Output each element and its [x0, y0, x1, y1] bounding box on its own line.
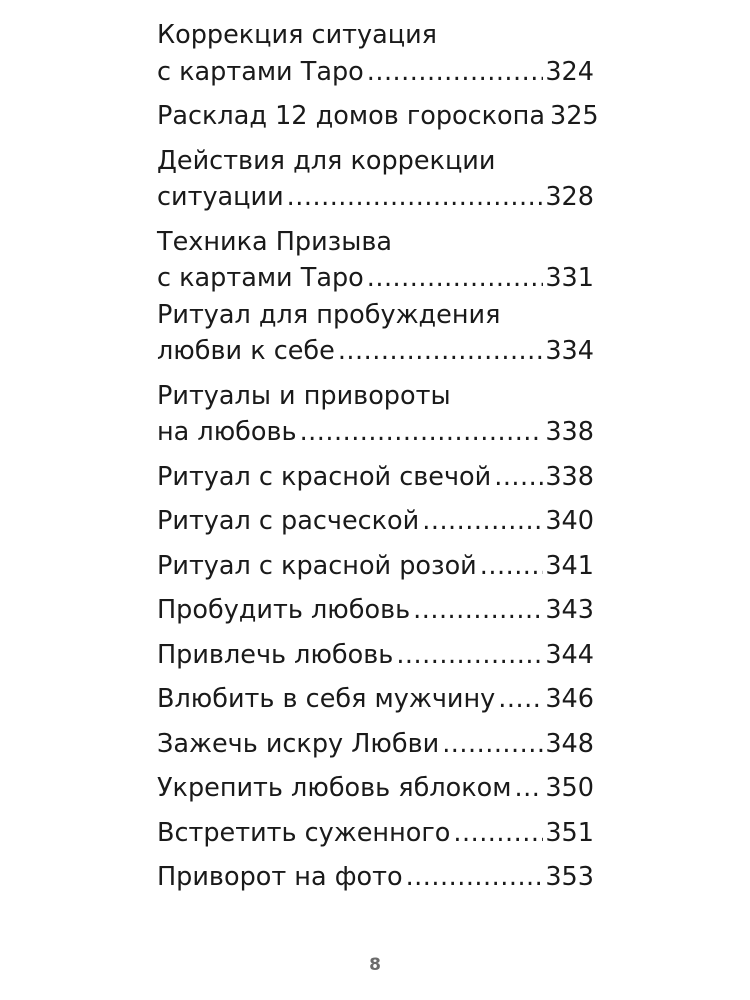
toc-page-number: 338: [545, 461, 594, 492]
dot-leader: [367, 54, 544, 91]
toc-page-number: 344: [545, 639, 594, 670]
dot-leader: [453, 815, 543, 852]
toc-page-number: 346: [545, 684, 594, 714]
toc-entry-title-line: Ритуал с расческой: [157, 506, 420, 536]
toc-entry-last-line: [157, 681, 594, 718]
page-number: 8: [369, 955, 381, 975]
toc-entry-title-line: Ритуалы и привороты: [157, 380, 451, 411]
dot-leader: [287, 179, 544, 216]
toc-entry-title-line: Коррекция ситуация: [157, 20, 437, 50]
toc-entry-last-line: [157, 179, 594, 216]
dot-leader: [300, 414, 544, 451]
toc-entry: [157, 378, 594, 451]
toc-page-number: 353: [545, 862, 594, 892]
dot-leader: [515, 770, 544, 807]
toc-entry-title-line: с картами Таро: [157, 56, 364, 87]
dot-leader: [396, 637, 543, 674]
toc-entry-last-line: [157, 815, 594, 852]
toc-entry: [157, 637, 594, 674]
toc-entry-title-line: Ритуал с красной розой: [157, 550, 477, 581]
toc-entry-title-line: любви к себе: [157, 336, 335, 366]
toc-entry: [157, 859, 594, 896]
toc-entry: [157, 297, 594, 370]
dot-leader: [498, 681, 543, 718]
toc-page-number: 338: [545, 417, 594, 447]
toc-entry-last-line: [157, 333, 594, 370]
toc-entry-last-line: [157, 548, 594, 585]
toc-entry-last-line: [157, 54, 594, 91]
dot-leader: [413, 592, 543, 629]
toc-entry: [157, 459, 594, 496]
dot-leader: [406, 859, 544, 896]
toc-entry-title-line: ситуации: [157, 182, 284, 212]
toc-entry-last-line: [157, 414, 594, 451]
toc-entry-last-line: [157, 260, 594, 297]
toc-entry-title-line: Встретить суженного: [157, 817, 451, 848]
toc-entry-title-line: Ритуал для пробуждения: [157, 299, 501, 330]
toc-page-number: 350: [545, 773, 594, 803]
toc-entry-title-line: Влюбить в себя мужчину: [157, 684, 496, 714]
toc-entry-last-line: [157, 637, 594, 674]
dot-leader: [494, 459, 543, 496]
toc-entry: [157, 592, 594, 629]
toc-page-number: 325: [549, 101, 599, 131]
toc-page-number: 343: [545, 595, 594, 625]
dot-leader: [338, 333, 544, 370]
toc-entry: [157, 143, 594, 216]
toc-entry-last-line: [157, 503, 594, 540]
dot-leader: [367, 260, 544, 297]
toc-entry: [157, 815, 594, 852]
toc-entry-last-line: [157, 770, 594, 807]
toc-entry: [157, 503, 594, 540]
toc-page-number: 331: [545, 263, 594, 293]
dot-leader: [442, 726, 543, 763]
toc-page-number: 341: [545, 550, 594, 581]
toc-entry-title-line: Техника Призыва: [157, 226, 393, 257]
toc-entry-last-line: [157, 459, 594, 496]
toc-entry-title-line: Ритуал с красной свечой: [157, 461, 492, 492]
toc-entry-title-line: Приворот на фото: [157, 862, 403, 892]
toc-page-number: 324: [545, 56, 594, 87]
toc-entry-title-line: Привлечь любовь: [157, 639, 394, 670]
toc-entry-title-line: с картами Таро: [157, 263, 364, 293]
toc-entry-last-line: [157, 98, 599, 135]
toc-entry: [157, 224, 594, 297]
dot-leader: [422, 503, 543, 540]
toc-entry-title-line: Зажечь искру Любви: [157, 728, 440, 759]
toc-entry-title-line: Укрепить любовь яблоком: [157, 773, 512, 803]
toc-entry: [157, 98, 599, 135]
toc-entry-title-line: на любовь: [157, 417, 297, 447]
dot-leader: [480, 548, 544, 585]
toc-entry: [157, 770, 594, 807]
table-of-contents: [157, 17, 599, 896]
toc-page-number: 340: [545, 506, 594, 536]
toc-page-number: 328: [545, 182, 594, 212]
toc-entry-title-line: Пробудить любовь: [157, 595, 411, 625]
toc-entry: [157, 548, 594, 585]
toc-page-number: 334: [545, 336, 594, 366]
toc-page-number: 348: [545, 728, 594, 759]
toc-entry-title-line: Действия для коррекции: [157, 145, 496, 176]
toc-entry-title-line: Расклад 12 домов гороскопа: [157, 101, 545, 131]
toc-page-number: 351: [545, 817, 594, 848]
toc-entry: [157, 17, 594, 90]
toc-entry: [157, 726, 594, 763]
toc-entry-last-line: [157, 859, 594, 896]
toc-entry-last-line: [157, 592, 594, 629]
toc-entry: [157, 681, 594, 718]
toc-entry-last-line: [157, 726, 594, 763]
